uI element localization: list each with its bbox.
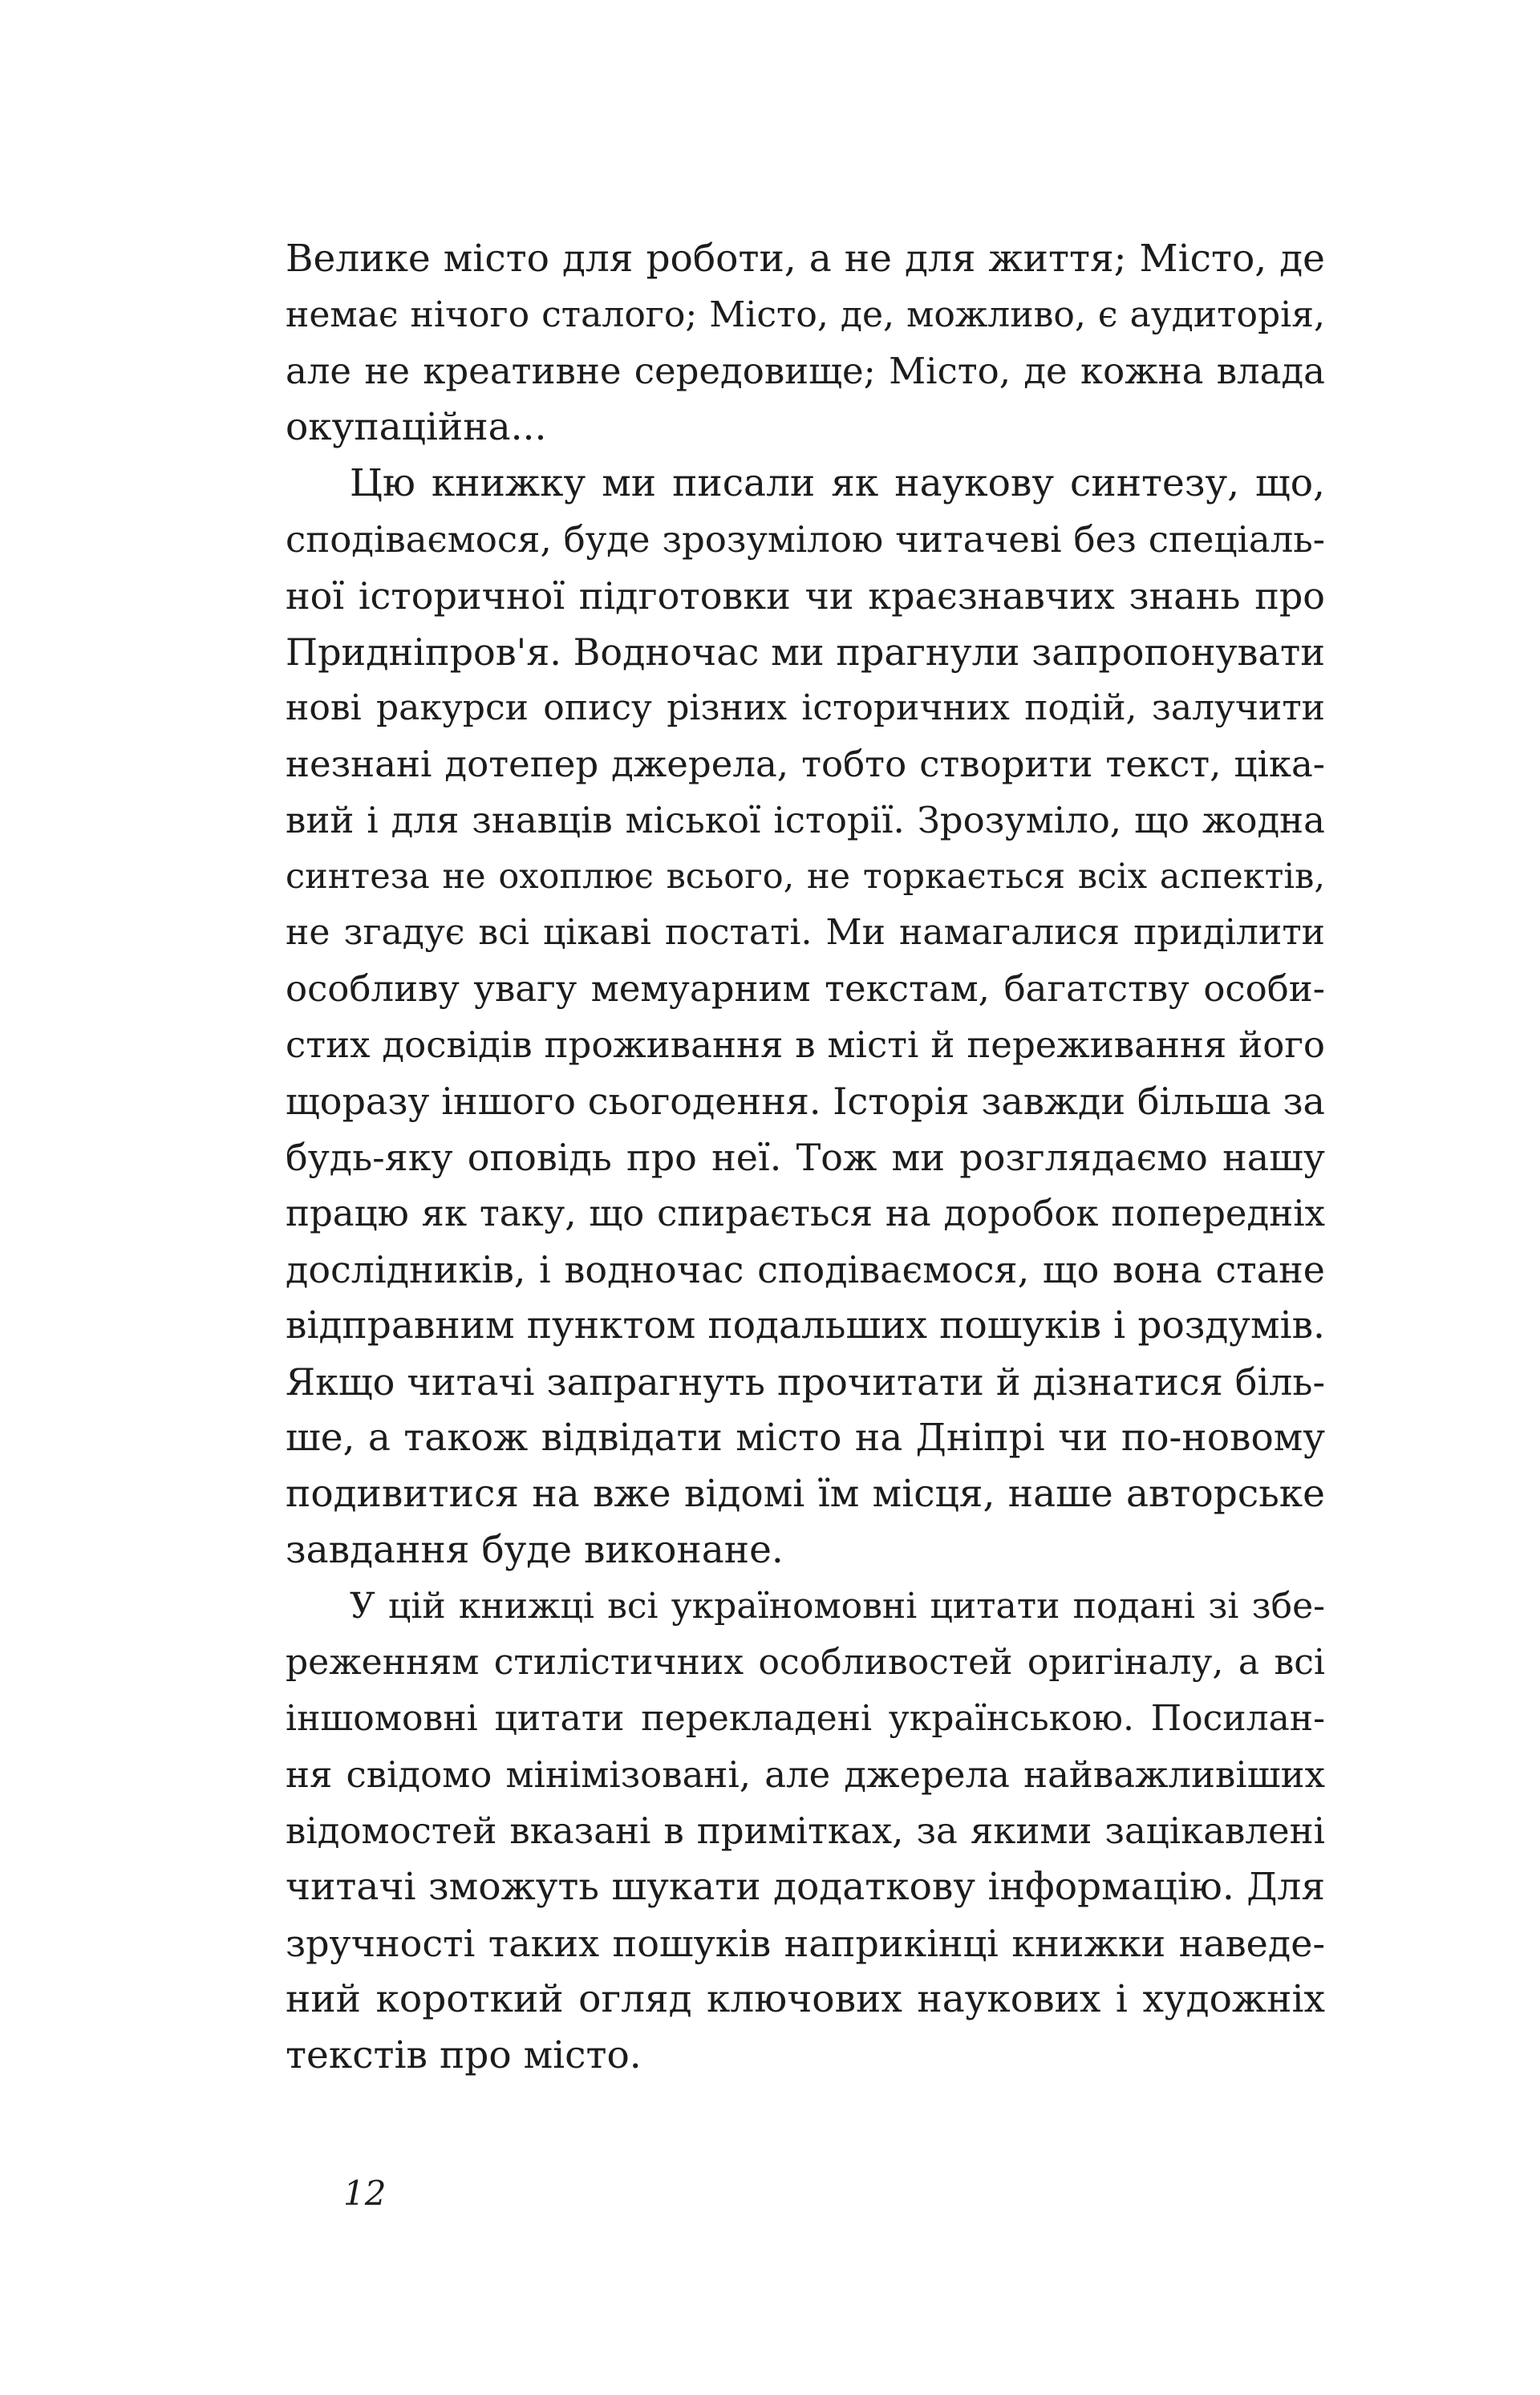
text-line: У цій книжці всі україномовні цитати подані зі збе- bbox=[350, 1586, 1325, 1627]
text-line: нові ракурси опису різних історичних подій, залучити bbox=[286, 687, 1325, 728]
text-line: окупаційна... bbox=[286, 405, 547, 449]
body-text bbox=[286, 231, 1325, 2084]
text-line: Якщо читачі запрагнуть прочитати й дізнатися біль- bbox=[286, 1360, 1325, 1404]
text-line: не згадує всі цікаві постаті. Ми намагалися приділити bbox=[286, 912, 1325, 953]
text-line: Придніпров'я. Водночас ми прагнули запропонувати bbox=[286, 630, 1325, 674]
text-line: ше, а також відвідати місто на Дніпрі чи по-новому bbox=[286, 1416, 1325, 1460]
text-line: але не креативне середовище; Місто, де кожна влада bbox=[286, 350, 1325, 392]
text-line: стих досвідів проживання в місті й переживання його bbox=[286, 1023, 1325, 1066]
paragraph-1 bbox=[286, 231, 1325, 456]
text-line: незнані дотепер джерела, тобто створити текст, ціка- bbox=[286, 743, 1325, 785]
text-line: щоразу іншого сьогодення. Історія завжди більша за bbox=[286, 1080, 1325, 1123]
paragraph-3 bbox=[286, 1578, 1325, 2084]
text-line: Цю книжку ми писали як наукову синтезу, що, bbox=[350, 461, 1325, 505]
paragraph-2 bbox=[286, 456, 1325, 1578]
text-line: будь-яку оповідь про неї. Тож ми розглядаємо нашу bbox=[286, 1136, 1325, 1179]
text-line: іншомовні цитати перекладені українською. Посилан- bbox=[286, 1698, 1325, 1739]
page-number: 12 bbox=[343, 2174, 387, 2213]
text-line: зручності таких пошуків наприкінці книжки наведе- bbox=[286, 1922, 1325, 1965]
text-line: ної історичної підготовки чи краєзнавчих знань про bbox=[286, 574, 1325, 618]
text-line: дослідників, і водночас сподіваємося, що вона стане bbox=[286, 1248, 1325, 1291]
text-line: немає нічого сталого; Місто, де, можливо, є аудиторія, bbox=[286, 294, 1325, 335]
text-line: вий і для знавців міської історії. Зрозуміло, що жодна bbox=[286, 799, 1325, 841]
text-line: працю як таку, що спирається на доробок попередніх bbox=[286, 1192, 1325, 1234]
text-line: подивитися на вже відомі їм місця, наше авторське bbox=[286, 1472, 1325, 1516]
text-line: реженням стилістичних особливостей оригіналу, а всі bbox=[286, 1642, 1325, 1683]
text-line: синтеза не охоплює всього, не торкається всіх аспектів, bbox=[286, 857, 1325, 897]
text-line: читачі зможуть шукати додаткову інформацію. Для bbox=[286, 1865, 1325, 1909]
text-line: завдання буде виконане. bbox=[286, 1528, 784, 1572]
text-line: сподіваємося, буде зрозумілою читачеві без спеціаль- bbox=[286, 518, 1325, 561]
text-line: відомостей вказані в примітках, за якими зацікавлені bbox=[286, 1809, 1325, 1852]
text-line: ня свідомо мінімізовані, але джерела найважливіших bbox=[286, 1753, 1325, 1796]
text-line: Велике місто для роботи, а не для життя; Місто, де bbox=[286, 237, 1325, 281]
text-line: відправним пунктом подальших пошуків і роздумів. bbox=[286, 1303, 1325, 1347]
text-line: ний короткий огляд ключових наукових і художніх bbox=[286, 1977, 1325, 2021]
text-line: текстів про місто. bbox=[286, 2033, 642, 2077]
text-line: особливу увагу мемуарним текстам, багатству особи- bbox=[286, 967, 1325, 1010]
